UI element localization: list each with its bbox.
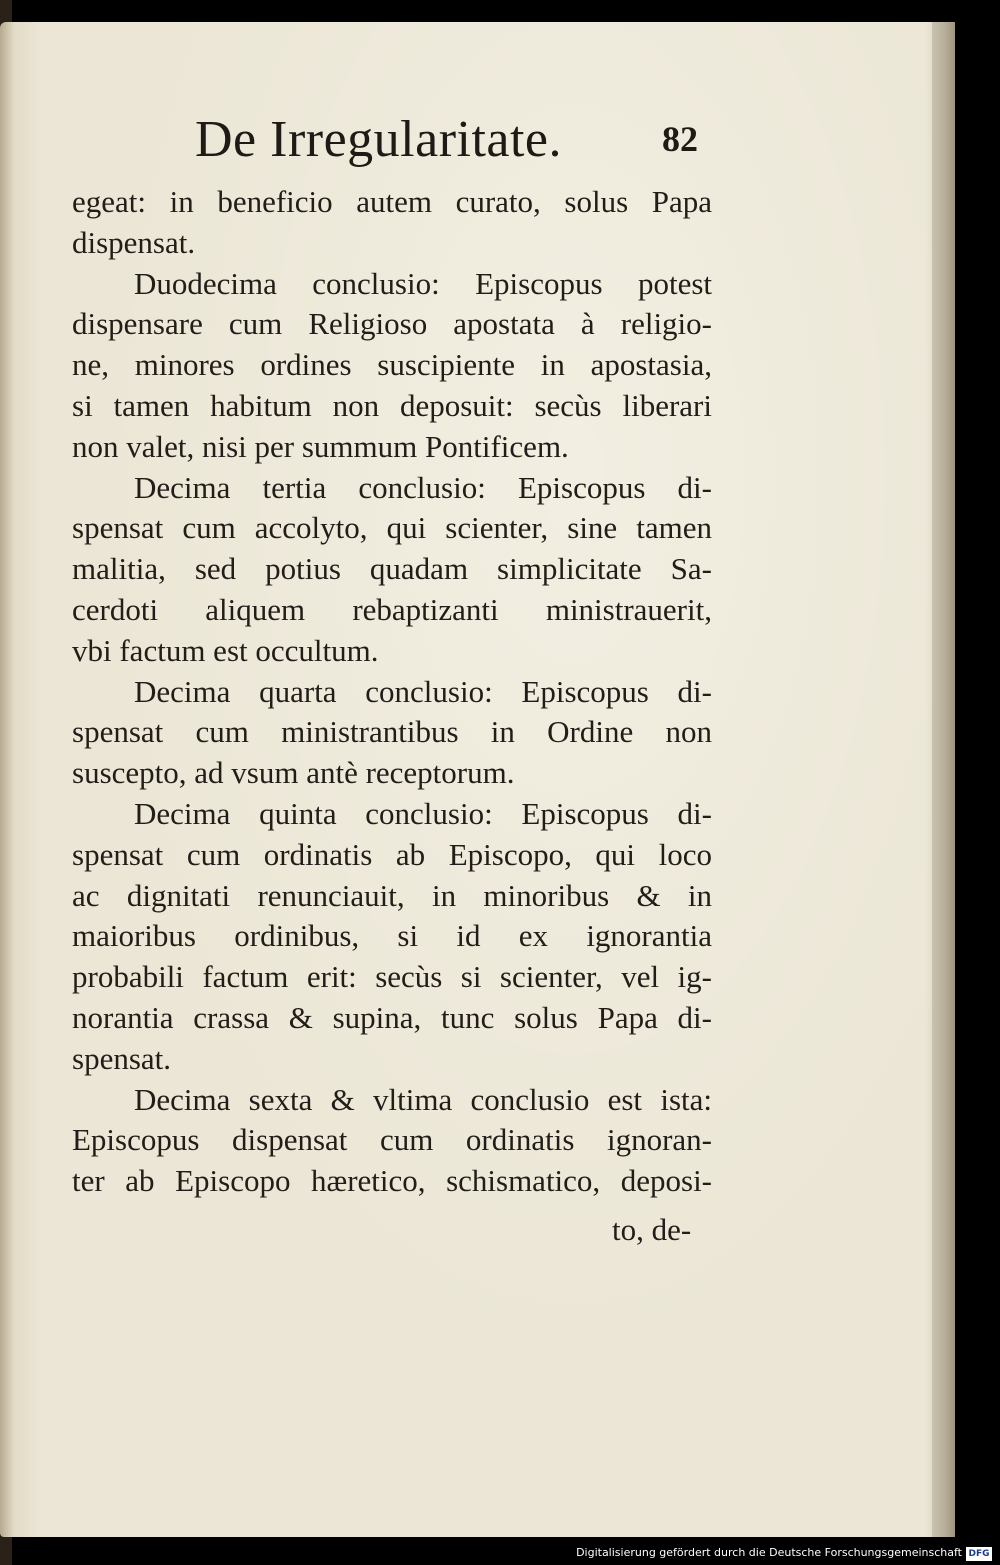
text-line: ne, minores ordines suscipiente in apostasia, (72, 347, 712, 383)
catchword: to, de- (612, 1212, 692, 1247)
paragraph-first-line: Decima tertia conclusio: Episcopus di- (134, 469, 712, 505)
text-line: probabili factum erit: secùs si scienter, vel ig- (72, 959, 712, 995)
text-line: spensat cum accolyto, qui scienter, sine tamen (72, 510, 712, 546)
page-edge (932, 22, 955, 1537)
text-line: ac dignitati renunciauit, in minoribus & in (72, 877, 712, 913)
paragraph-first-line: Decima sexta & vltima conclusio est ista: (134, 1081, 712, 1117)
text-line: maioribus ordinibus, si id ex ignorantia (72, 918, 712, 954)
text-line: dispensare cum Religioso apostata à religio- (72, 306, 712, 342)
text-line: si tamen habitum non deposuit: secùs liberari (72, 387, 712, 423)
text-line: spensat. (72, 1040, 172, 1076)
text-line: malitia, sed potius quadam simplicitate Sa- (72, 551, 712, 587)
paragraph-first-line: Decima quarta conclusio: Episcopus di- (134, 673, 712, 709)
text-line: ter ab Episcopo hæretico, schismatico, deposi- (72, 1163, 712, 1199)
text-line: cerdoti aliquem rebaptizanti ministrauerit, (72, 591, 712, 627)
text-line: Episcopus dispensat cum ordinatis ignoran- (72, 1122, 712, 1158)
text-line: dispensat. (72, 224, 196, 260)
dfg-logo: DFG (966, 1547, 992, 1561)
page-header (0, 110, 955, 170)
text-line: suscepto, ad vsum antè receptorum. (72, 755, 515, 791)
digitization-credit: Digitalisierung gefördert durch die Deutsche Forschungsgemeinschaft (576, 1546, 962, 1559)
paragraph-first-line: Duodecima conclusio: Episcopus potest (134, 265, 712, 301)
text-line: egeat: in beneficio autem curato, solus Papa (72, 184, 712, 219)
body-text (72, 182, 712, 1202)
text-line: spensat cum ministrantibus in Ordine non (72, 714, 712, 750)
text-line: vbi factum est occultum. (72, 632, 379, 668)
running-title: De Irregularitate. (195, 111, 563, 168)
text-line: spensat cum ordinatis ab Episcopo, qui loco (72, 836, 712, 872)
page-number: 82 (662, 119, 698, 159)
text-line: norantia crassa & supina, tunc solus Papa di- (72, 999, 712, 1035)
paragraph-first-line: Decima quinta conclusio: Episcopus di- (134, 795, 712, 831)
text-line: non valet, nisi per summum Pontificem. (72, 428, 569, 464)
